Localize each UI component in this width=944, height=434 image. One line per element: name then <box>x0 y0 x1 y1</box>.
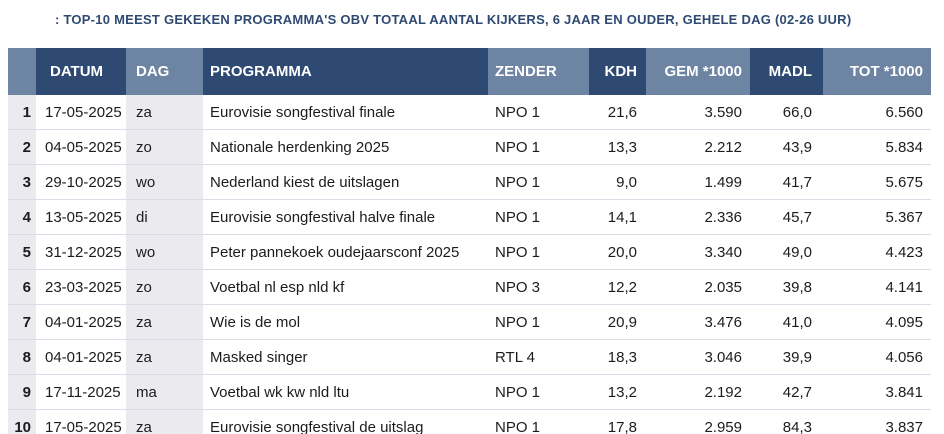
cell-datum: 17-11-2025 <box>36 375 126 410</box>
cell-tot-1000: 4.141 <box>823 270 931 305</box>
cell-dag: ma <box>126 375 203 410</box>
cell-rank: 3 <box>8 165 36 200</box>
cell-madl: 66,0 <box>750 95 823 130</box>
cell-gem-1000: 3.590 <box>646 95 750 130</box>
cell-madl: 39,8 <box>750 270 823 305</box>
column-header-tot-1000: TOT *1000 <box>823 48 931 95</box>
cell-tot-1000: 3.837 <box>823 410 931 434</box>
column-header-datum: DATUM <box>36 48 126 95</box>
cell-gem-1000: 1.499 <box>646 165 750 200</box>
cell-kdh: 18,3 <box>589 340 646 375</box>
cell-gem-1000: 3.476 <box>646 305 750 340</box>
cell-rank: 10 <box>8 410 36 434</box>
cell-datum: 04-01-2025 <box>36 305 126 340</box>
cell-kdh: 9,0 <box>589 165 646 200</box>
cell-dag: wo <box>126 165 203 200</box>
table-row <box>8 200 931 235</box>
cell-datum: 17-05-2025 <box>36 410 126 434</box>
table-row <box>8 165 931 200</box>
cell-datum: 23-03-2025 <box>36 270 126 305</box>
cell-kdh: 12,2 <box>589 270 646 305</box>
cell-programma: Voetbal nl esp nld kf <box>203 270 488 305</box>
cell-madl: 39,9 <box>750 340 823 375</box>
cell-gem-1000: 2.035 <box>646 270 750 305</box>
cell-kdh: 20,9 <box>589 305 646 340</box>
page-title: : TOP-10 MEEST GEKEKEN PROGRAMMA'S OBV TOTAAL AANTAL KIJKERS, 6 JAAR EN OUDER, GEHELE DAG (02-26 UUR) <box>55 12 852 27</box>
table-row <box>8 410 931 434</box>
cell-zender: NPO 1 <box>488 375 589 410</box>
cell-dag: za <box>126 340 203 375</box>
cell-zender: NPO 1 <box>488 410 589 434</box>
table-row <box>8 95 931 130</box>
column-header-madl: MADL <box>750 48 823 95</box>
cell-madl: 84,3 <box>750 410 823 434</box>
cell-madl: 41,7 <box>750 165 823 200</box>
cell-programma: Nationale herdenking 2025 <box>203 130 488 165</box>
table-header <box>8 48 931 95</box>
cell-gem-1000: 2.336 <box>646 200 750 235</box>
cell-programma: Masked singer <box>203 340 488 375</box>
cell-programma: Wie is de mol <box>203 305 488 340</box>
cell-programma: Nederland kiest de uitslagen <box>203 165 488 200</box>
cell-dag: di <box>126 200 203 235</box>
cell-dag: zo <box>126 130 203 165</box>
cell-gem-1000: 3.340 <box>646 235 750 270</box>
table-row <box>8 130 931 165</box>
cell-tot-1000: 3.841 <box>823 375 931 410</box>
header-row <box>8 48 931 95</box>
cell-rank: 1 <box>8 95 36 130</box>
cell-madl: 41,0 <box>750 305 823 340</box>
cell-rank: 6 <box>8 270 36 305</box>
cell-gem-1000: 3.046 <box>646 340 750 375</box>
table-body <box>8 95 931 434</box>
cell-zender: RTL 4 <box>488 340 589 375</box>
cell-tot-1000: 6.560 <box>823 95 931 130</box>
table-row <box>8 235 931 270</box>
cell-zender: NPO 1 <box>488 130 589 165</box>
cell-kdh: 21,6 <box>589 95 646 130</box>
column-header-zender: ZENDER <box>488 48 589 95</box>
cell-rank: 9 <box>8 375 36 410</box>
cell-programma: Peter pannekoek oudejaarsconf 2025 <box>203 235 488 270</box>
column-header-kdh: KDH <box>589 48 646 95</box>
cell-kdh: 13,2 <box>589 375 646 410</box>
cell-tot-1000: 5.834 <box>823 130 931 165</box>
cell-rank: 2 <box>8 130 36 165</box>
top10-table <box>8 48 931 434</box>
cell-zender: NPO 1 <box>488 305 589 340</box>
cell-zender: NPO 1 <box>488 95 589 130</box>
cell-datum: 17-05-2025 <box>36 95 126 130</box>
cell-datum: 31-12-2025 <box>36 235 126 270</box>
cell-dag: za <box>126 95 203 130</box>
cell-tot-1000: 5.367 <box>823 200 931 235</box>
cell-datum: 29-10-2025 <box>36 165 126 200</box>
cell-datum: 13-05-2025 <box>36 200 126 235</box>
cell-programma: Eurovisie songfestival finale <box>203 95 488 130</box>
cell-kdh: 20,0 <box>589 235 646 270</box>
cell-kdh: 17,8 <box>589 410 646 434</box>
cell-gem-1000: 2.959 <box>646 410 750 434</box>
cell-madl: 42,7 <box>750 375 823 410</box>
cell-tot-1000: 4.095 <box>823 305 931 340</box>
cell-dag: zo <box>126 270 203 305</box>
column-header-gem-1000: GEM *1000 <box>646 48 750 95</box>
cell-zender: NPO 3 <box>488 270 589 305</box>
cell-dag: wo <box>126 235 203 270</box>
cell-rank: 4 <box>8 200 36 235</box>
table-row <box>8 375 931 410</box>
cell-zender: NPO 1 <box>488 200 589 235</box>
cell-gem-1000: 2.212 <box>646 130 750 165</box>
cell-madl: 45,7 <box>750 200 823 235</box>
cell-tot-1000: 4.423 <box>823 235 931 270</box>
cell-rank: 7 <box>8 305 36 340</box>
cell-dag: za <box>126 410 203 434</box>
cell-programma: Eurovisie songfestival de uitslag <box>203 410 488 434</box>
cell-zender: NPO 1 <box>488 165 589 200</box>
table-row <box>8 340 931 375</box>
cell-zender: NPO 1 <box>488 235 589 270</box>
cell-tot-1000: 5.675 <box>823 165 931 200</box>
cell-rank: 8 <box>8 340 36 375</box>
cell-kdh: 14,1 <box>589 200 646 235</box>
column-header-rank <box>8 48 36 95</box>
cell-programma: Eurovisie songfestival halve finale <box>203 200 488 235</box>
cell-tot-1000: 4.056 <box>823 340 931 375</box>
cell-dag: za <box>126 305 203 340</box>
table-row <box>8 270 931 305</box>
cell-kdh: 13,3 <box>589 130 646 165</box>
cell-gem-1000: 2.192 <box>646 375 750 410</box>
column-header-dag: DAG <box>126 48 203 95</box>
cell-programma: Voetbal wk kw nld ltu <box>203 375 488 410</box>
cell-datum: 04-05-2025 <box>36 130 126 165</box>
column-header-programma: PROGRAMMA <box>203 48 488 95</box>
cell-madl: 49,0 <box>750 235 823 270</box>
cell-rank: 5 <box>8 235 36 270</box>
cell-datum: 04-01-2025 <box>36 340 126 375</box>
table-row <box>8 305 931 340</box>
cell-madl: 43,9 <box>750 130 823 165</box>
